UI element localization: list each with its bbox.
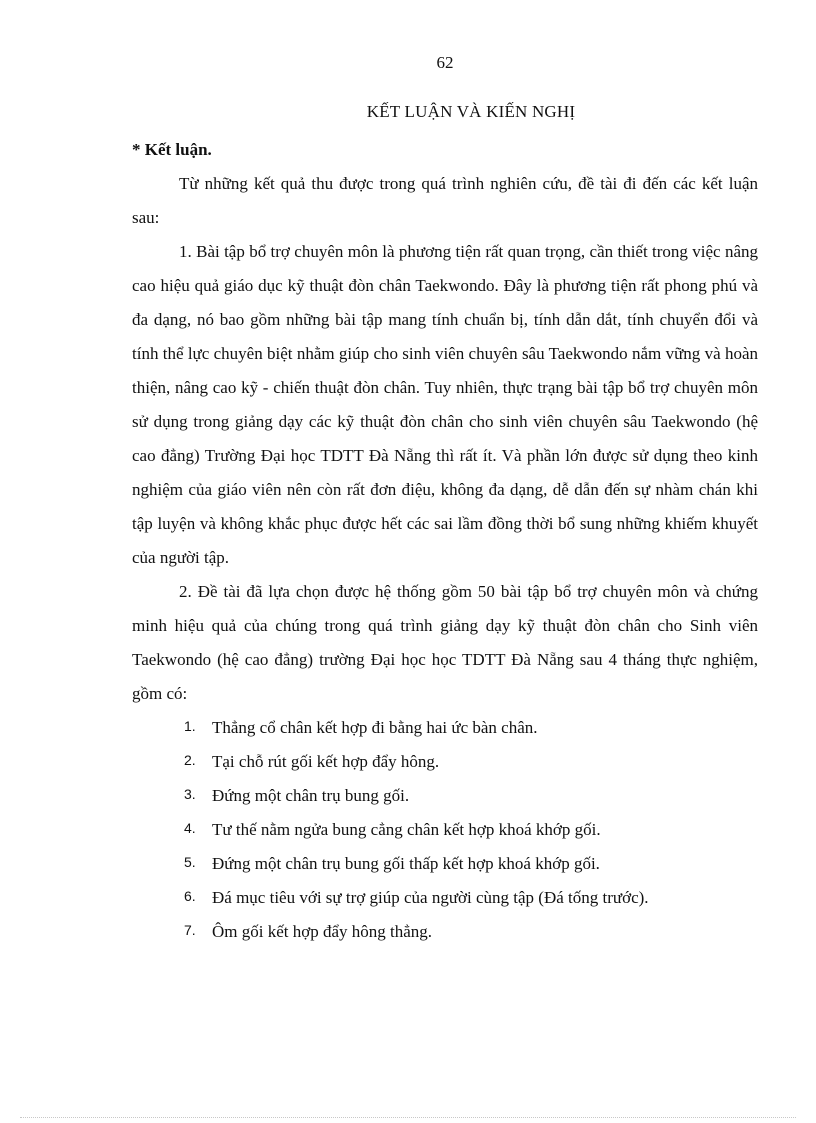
list-item — [132, 813, 758, 847]
list-item-text: Tư thế nằm ngửa bung cẳng chân kết hợp khoá khớp gối. — [212, 820, 601, 839]
paragraph-conclusion-1: 1. Bài tập bổ trợ chuyên môn là phương tiện rất quan trọng, cần thiết trong việc nâng cao hiệu quả giáo dục kỹ thuật đòn chân Taekwondo. Đây là phương tiện rất phong phú và đa dạng, nó bao gồm những bài tập mang tính chuẩn bị, tính dẫn dắt, tính chuyển đổi và tính thể lực chuyên biệt nhằm giúp cho sinh viên chuyên sâu Taekwondo nắm vững và hoàn thiện, nâng cao kỹ - chiến thuật đòn chân. Tuy nhiên, thực trạng bài tập bổ trợ chuyên môn sử dụng trong giảng dạy các kỹ thuật đòn chân cho sinh viên chuyên sâu Taekwondo (hệ cao đẳng) Trường Đại học TDTT Đà Nẵng thì rất ít. Và phần lớn được sử dụng theo kinh nghiệm của giáo viên nên còn rất đơn điệu, không đa dạng, dễ dẫn đến sự nhàm chán khi tập luyện và không khắc phục được hết các sai lầm đồng thời bổ sung những khiếm khuyết của người tập. — [132, 242, 758, 567]
paragraph-conclusion-2: 2. Đề tài đã lựa chọn được hệ thống gồm 50 bài tập bổ trợ chuyên môn và chứng minh hiệu quả của chúng trong quá trình giảng dạy kỹ thuật đòn chân cho Sinh viên Taekwondo (hệ cao đẳng) trường Đại học học TDTT Đà Nẵng sau 4 tháng thực nghiệm, gồm có: — [132, 582, 758, 703]
list-item-text: Tại chỗ rút gối kết hợp đẩy hông. — [212, 752, 440, 771]
list-item-text: Đá mục tiêu với sự trợ giúp của người cùng tập (Đá tống trước). — [212, 888, 649, 907]
list-item — [132, 779, 758, 813]
list-item-text: Thẳng cổ chân kết hợp đi bằng hai ức bàn chân. — [212, 718, 538, 737]
list-item-number: 4. — [184, 820, 196, 836]
list-item — [132, 847, 758, 881]
paragraph-intro: Từ những kết quả thu được trong quá trình nghiên cứu, đề tài đi đến các kết luận sau: — [132, 174, 758, 227]
list-item-number: 7. — [184, 922, 196, 938]
list-item-text: Đứng một chân trụ bung gối. — [212, 786, 410, 805]
section-title: KẾT LUẬN VÀ KIẾN NGHỊ — [366, 102, 576, 121]
list-item-text: Đứng một chân trụ bung gối thấp kết hợp khoá khớp gối. — [212, 854, 600, 873]
list-item — [132, 711, 758, 745]
list-item-number: 2. — [184, 752, 196, 768]
list-item-number: 3. — [184, 786, 196, 802]
conclusion-heading: * Kết luận. — [132, 140, 212, 159]
list-item-number: 5. — [184, 854, 196, 870]
list-item — [132, 745, 758, 779]
exercise-list — [132, 711, 758, 949]
body-content — [132, 133, 758, 949]
list-item-number: 6. — [184, 888, 196, 904]
page-bottom-divider — [20, 1117, 796, 1118]
list-item — [132, 915, 758, 949]
page-number: 62 — [436, 53, 454, 72]
list-item — [132, 881, 758, 915]
list-item-number: 1. — [184, 718, 196, 734]
list-item-text: Ôm gối kết hợp đẩy hông thẳng. — [212, 922, 433, 941]
